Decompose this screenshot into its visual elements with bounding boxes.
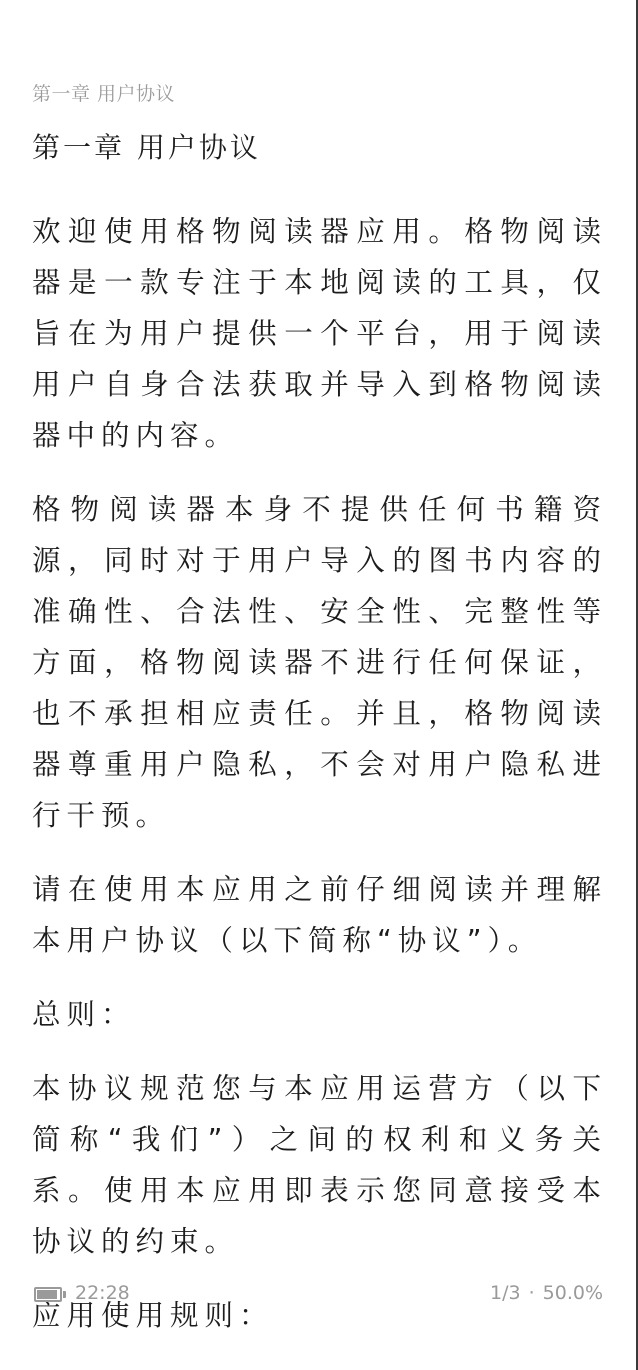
section-heading-usage-rules: 应用使用规则：	[32, 1299, 274, 1332]
clock-time: 22:28	[75, 1282, 130, 1304]
chapter-heading: 第一章 用户协议	[32, 131, 261, 164]
status-footer	[32, 1280, 603, 1310]
percent-indicator: 50.0%	[542, 1282, 603, 1304]
progress-separator: ·	[528, 1282, 535, 1304]
page-indicator: 1/3	[490, 1282, 521, 1304]
battery-icon	[34, 1287, 63, 1302]
paragraph: 本协议规范您与本应用运营方（以下简称“我们”）之间的权利和义务关系。使用本应用即表示您同意接受本协议的约束。	[32, 1072, 607, 1258]
reading-content[interactable]	[32, 206, 607, 1364]
paragraph: 欢迎使用格物阅读器应用。格物阅读器是一款专注于本地阅读的工具，仅旨在为用户提供一个平台，用于阅读用户自身合法获取并导入到格物阅读器中的内容。	[32, 215, 607, 452]
reading-progress	[490, 1282, 603, 1304]
paragraph: 请在使用本应用之前仔细阅读并理解本用户协议（以下简称“协议”）。	[32, 873, 607, 957]
paragraph: 格物阅读器本身不提供任何书籍资源，同时对于用户导入的图书内容的准确性、合法性、安全性、完整性等方面，格物阅读器不进行任何保证，也不承担相应责任。并且，格物阅读器尊重用户隐私，不会对用户隐私进行干预。	[32, 493, 607, 832]
section-heading-general: 总则：	[32, 998, 136, 1031]
chapter-title-header: 第一章 用户协议	[32, 83, 176, 105]
